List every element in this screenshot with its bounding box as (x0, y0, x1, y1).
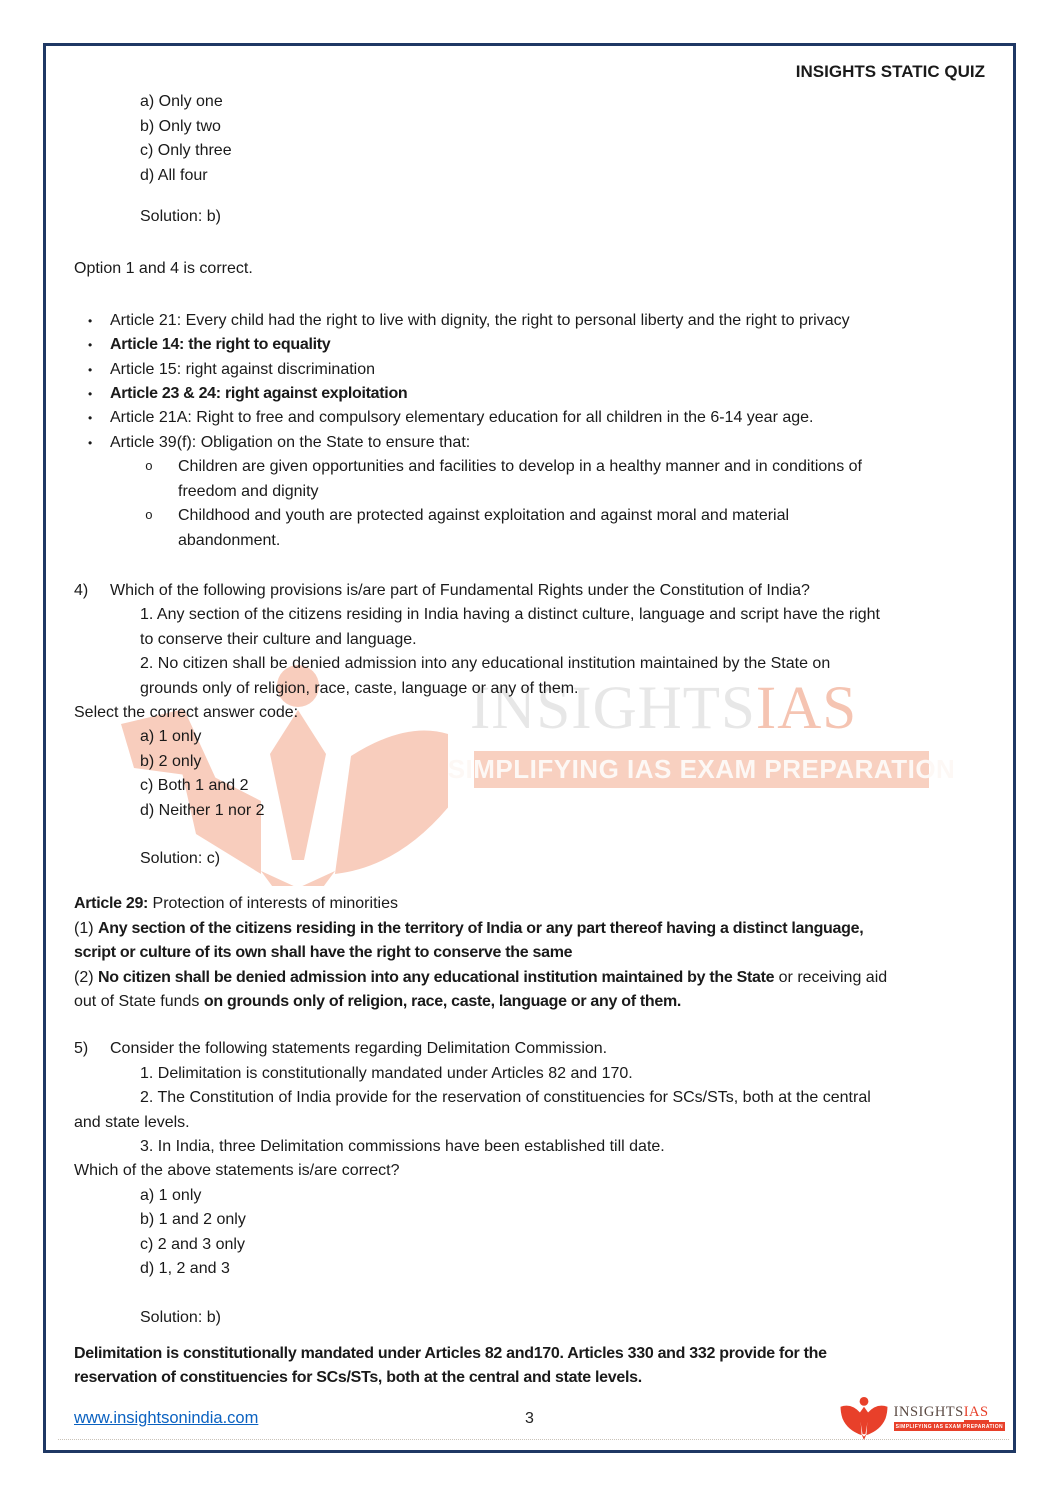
q4-statement-2: 2. No citizen shall be denied admission into any educational institution maintained by the State on (140, 655, 831, 673)
q5-explanation-line2: reservation of constituencies for SCs/STs, both at the central and state levels. (74, 1369, 642, 1387)
insights-book-icon (839, 1396, 889, 1440)
article29-clause1: (1) Any section of the citizens residing in the territory of India or any part thereof having a distinct language, (74, 919, 864, 937)
q5-statement-2-cont: and state levels. (74, 1113, 190, 1131)
q3-option-a: a) Only one (140, 93, 223, 111)
q3-option-d: d) All four (140, 166, 208, 184)
q5-statement-2: 2. The Constitution of India provide for the reservation of constituencies for SCs/STs, both at the central (140, 1089, 871, 1107)
q5-option-b: b) 1 and 2 only (140, 1211, 246, 1229)
footer (46, 1394, 1013, 1434)
q4-solution: Solution: c) (140, 849, 221, 867)
footer-logo-text (894, 1405, 1005, 1431)
q4-option-c: c) Both 1 and 2 (140, 777, 249, 795)
q3-solution: Solution: b) (140, 208, 221, 226)
watermark-brand-gray: INSIGHTS (470, 675, 756, 742)
q3-option-c: c) Only three (140, 142, 232, 160)
q4-number: 4) (74, 581, 89, 599)
q5-question: 5) Consider the following statements regarding Delimitation Commission. (74, 1037, 985, 1061)
sub-bullet-childhood-cont: abandonment. (178, 531, 281, 549)
bullet-icon: • (88, 435, 93, 450)
sub-bullet-icon: o (145, 459, 153, 475)
q4-statement-1-cont: to conserve their culture and language. (140, 630, 417, 648)
page-frame (43, 43, 1016, 1453)
bullet-icon: • (88, 387, 93, 402)
q5-solution: Solution: b) (140, 1309, 221, 1327)
page-content (46, 46, 1013, 1450)
q5-option-c: c) 2 and 3 only (140, 1235, 245, 1253)
sub-bullet-children: o Children are given opportunities and facilities to develop in a healthy manner and in conditions of (74, 455, 985, 479)
footer-logo-wordmark: INSIGHTSIAS (893, 1404, 989, 1420)
bullet-icon: • (88, 411, 93, 426)
bullet-icon: • (88, 313, 93, 328)
q3-note: Option 1 and 4 is correct. (74, 260, 253, 278)
article29-label: Article 29: (74, 895, 149, 913)
q5-statement-3: 3. In India, three Delimitation commissions have been established till date. (140, 1138, 665, 1156)
bullet-article-23-24: • Article 23 & 24: right against exploitation (74, 382, 985, 406)
q4-select-prompt: Select the correct answer code: (74, 703, 299, 721)
q5-option-a: a) 1 only (140, 1186, 202, 1204)
q4-statement-1: 1. Any section of the citizens residing in India having a distinct culture, language and script have the right (140, 606, 880, 624)
article29-clause2: (2) No citizen shall be denied admission into any educational institution maintained by the State or receiving aid (74, 968, 888, 986)
q4-option-d: d) Neither 1 nor 2 (140, 801, 265, 819)
footer-logo (839, 1396, 1005, 1440)
bullet-article-21a: • Article 21A: Right to free and compulsory elementary education for all children in the 6-14 year age. (74, 406, 985, 430)
sub-bullet-icon: o (145, 508, 153, 524)
bullet-article-21: • Article 21: Every child had the right to live with dignity, the right to personal liberty and the right to privacy (74, 309, 985, 333)
bullet-icon: • (88, 362, 93, 377)
watermark-tagline: SIMPLIFYING IAS EXAM PREPARATION (447, 754, 956, 784)
q4-question: 4) Which of the following provisions is/are part of Fundamental Rights under the Constitution of India? (74, 579, 985, 603)
article29-clause1-cont: script or culture of its own shall have the right to conserve the same (74, 944, 573, 962)
footer-site-link[interactable]: www.insightsonindia.com (74, 1409, 259, 1427)
q5-explanation-line1: Delimitation is constitutionally mandated under Articles 82 and170. Articles 330 and 332 provide for the (74, 1344, 827, 1362)
q4-option-a: a) 1 only (140, 728, 202, 746)
article29-clause2-cont: out of State funds on grounds only of religion, race, caste, language or any of them. (74, 993, 682, 1010)
bullet-icon: • (88, 338, 93, 353)
q3-option-b: b) Only two (140, 117, 221, 135)
q4-option-b: b) 2 only (140, 752, 202, 770)
watermark-brand-accent: IAS (755, 675, 858, 742)
article29-heading: Article 29: Protection of interests of minorities (74, 895, 398, 913)
sub-bullet-children-cont: freedom and dignity (178, 482, 319, 500)
q5-statement-1: 1. Delimitation is constitutionally mandated under Articles 82 and 170. (140, 1064, 633, 1082)
page-title: INSIGHTS STATIC QUIZ (795, 62, 985, 81)
q4-statement-2-cont: grounds only of religion, race, caste, language or any of them. (140, 679, 579, 697)
sub-bullet-childhood: o Childhood and youth are protected against exploitation and against moral and material (74, 504, 985, 528)
page-number: 3 (525, 1410, 534, 1427)
q5-which-prompt: Which of the above statements is/are correct? (74, 1162, 400, 1180)
bullet-article-14: • Article 14: the right to equality (74, 333, 985, 357)
q5-number: 5) (74, 1040, 89, 1058)
bullet-article-15: • Article 15: right against discrimination (74, 358, 985, 382)
q5-option-d: d) 1, 2 and 3 (140, 1260, 230, 1278)
footer-logo-tagline: SIMPLIFYING IAS EXAM PREPARATION (895, 1423, 1003, 1430)
bullet-article-39f: • Article 39(f): Obligation on the State to ensure that: (74, 431, 985, 455)
